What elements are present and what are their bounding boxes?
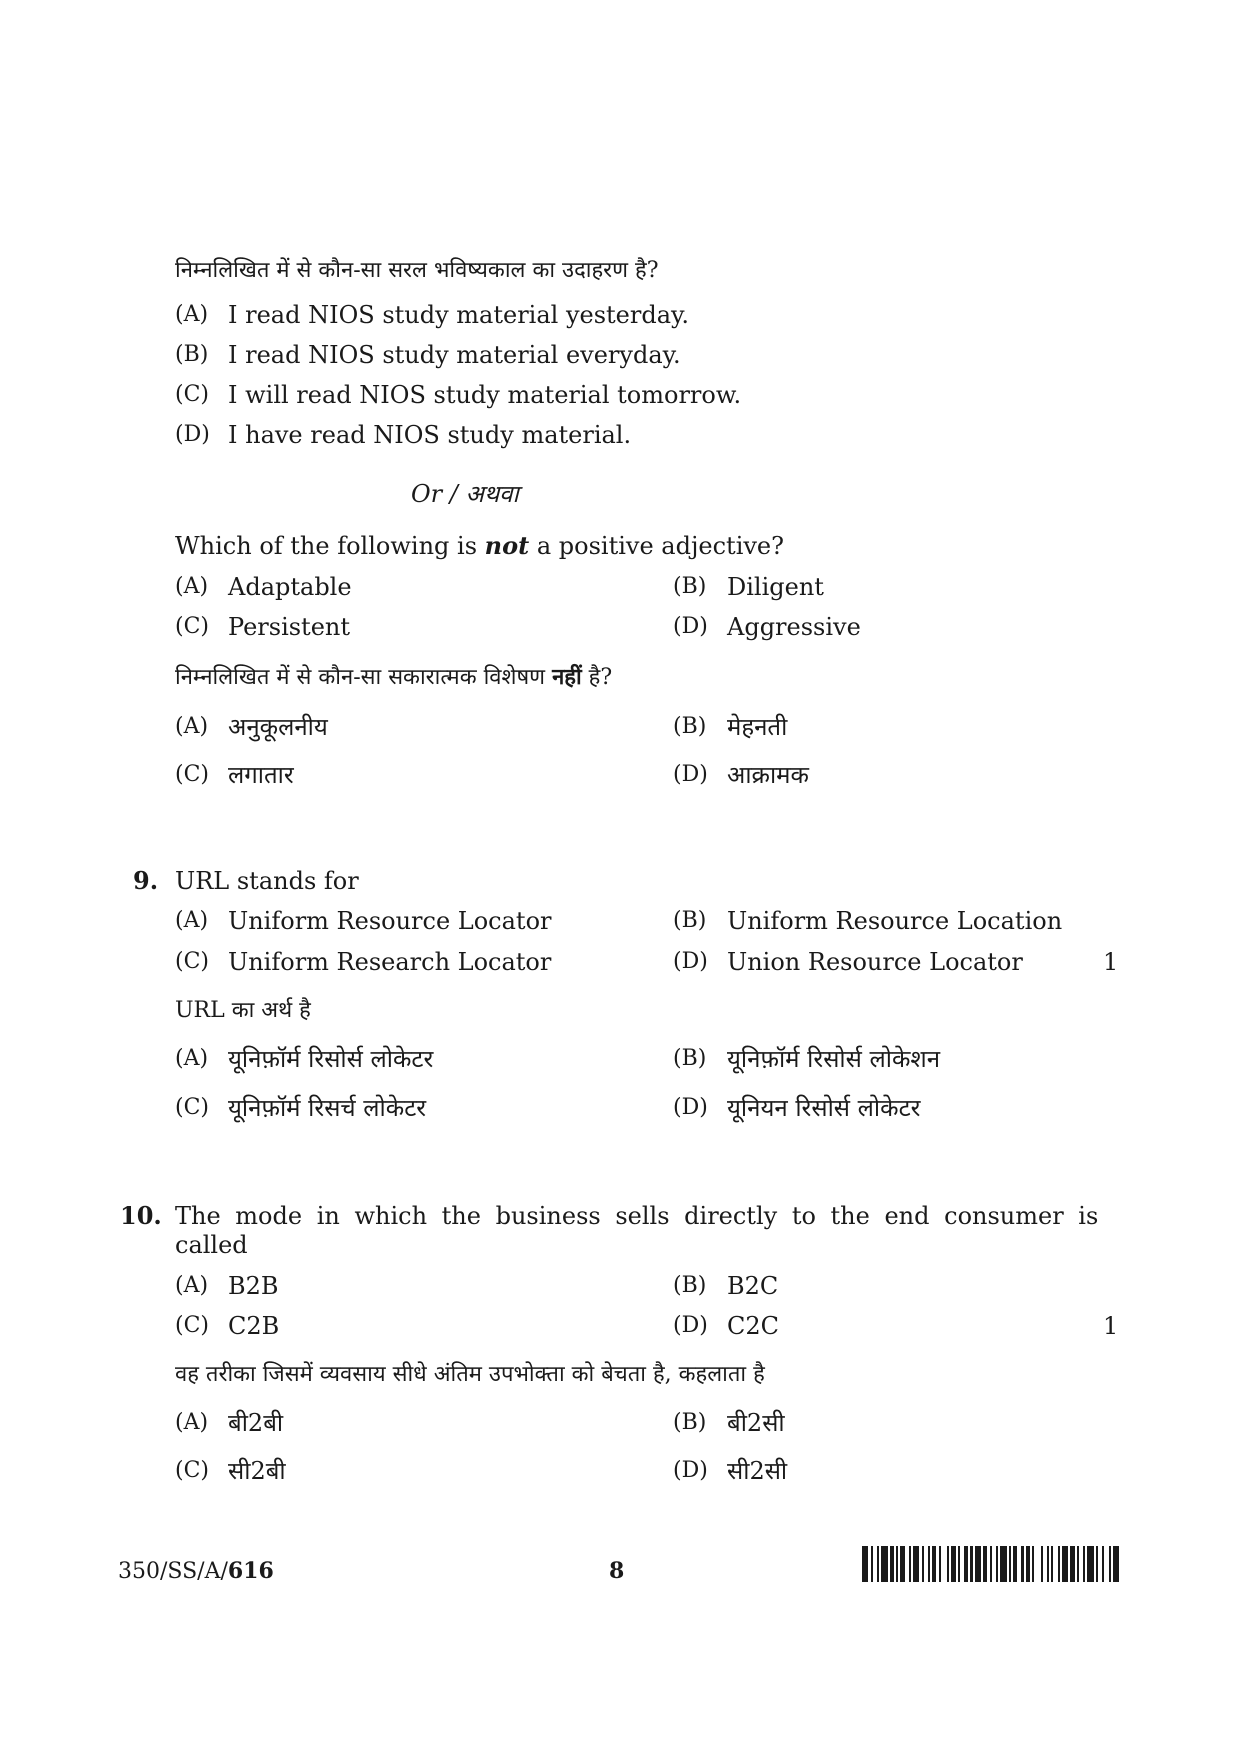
option-text: C2B: [228, 1312, 280, 1340]
option-text: सी2बी: [228, 1457, 286, 1485]
option-text: बी2सी: [727, 1409, 785, 1437]
option-label: (A): [175, 908, 209, 933]
option-text: B2B: [228, 1272, 279, 1300]
option-label: (B): [673, 1273, 707, 1298]
option-label: (D): [673, 614, 708, 639]
option-text: Aggressive: [727, 613, 861, 641]
option-text: I read NIOS study material yesterday.: [228, 301, 690, 329]
option-label: (C): [175, 1095, 209, 1120]
option-text: Persistent: [228, 613, 351, 641]
option-label: (A): [175, 714, 209, 739]
question-hindi: निम्नलिखित में से कौन-सा सरल भविष्यकाल का उदाहरण है?: [175, 258, 659, 283]
option-label: (C): [175, 1458, 209, 1483]
option-text: आक्रामक: [727, 761, 809, 789]
option-text: Adaptable: [228, 573, 352, 601]
option-label: (D): [673, 762, 708, 787]
question-text: है?: [581, 665, 613, 690]
option-text: यूनिफ़ॉर्म रिसोर्स लोकेटर: [228, 1045, 434, 1073]
option-label: (D): [673, 1095, 708, 1120]
marks: 1: [1103, 1312, 1119, 1340]
option-label: (C): [175, 1313, 209, 1338]
question-english: URL stands for: [175, 867, 359, 895]
question-number: 10.: [120, 1201, 162, 1230]
option-text: B2C: [727, 1272, 779, 1300]
barcode-icon: [862, 1546, 1120, 1582]
option-label: (B): [673, 574, 707, 599]
question-text: Which of the following is: [175, 532, 485, 560]
option-label: (A): [175, 574, 209, 599]
option-text: यूनियन रिसोर्स लोकेटर: [727, 1094, 921, 1122]
option-label: (A): [175, 1046, 209, 1071]
question-hindi: [175, 662, 612, 693]
question-english: The mode in which the business sells directly to the end consumer is: [175, 1202, 1099, 1230]
option-text: C2C: [727, 1312, 779, 1340]
question-number: 9.: [133, 866, 159, 895]
option-label: (D): [175, 422, 210, 447]
question-text: निम्नलिखित में से कौन-सा सकारात्मक विशेषण: [175, 665, 553, 690]
emphasis-nahin: नहीं: [552, 664, 582, 690]
question-english-cont: called: [175, 1231, 248, 1259]
or-separator: Or / अथवा: [411, 480, 519, 508]
barcode-bar: [1113, 1546, 1119, 1582]
option-label: (B): [673, 714, 707, 739]
paper-code-number: 616: [227, 1558, 274, 1584]
option-label: (A): [175, 302, 209, 327]
option-text: I read NIOS study material everyday.: [228, 341, 681, 369]
option-label: (B): [673, 908, 707, 933]
option-text: मेहनती: [727, 713, 788, 741]
question-hindi: URL का अर्थ है: [175, 998, 311, 1023]
option-label: (C): [175, 382, 209, 407]
option-label: (B): [673, 1046, 707, 1071]
question-english: [175, 531, 784, 561]
option-text: लगातार: [228, 761, 294, 789]
option-label: (C): [175, 762, 209, 787]
option-label: (D): [673, 1313, 708, 1338]
option-label: (C): [175, 949, 209, 974]
option-text: अनुकूलनीय: [228, 713, 328, 741]
option-text: Union Resource Locator: [727, 948, 1023, 976]
paper-code-prefix: 350/SS/A/: [118, 1559, 228, 1584]
option-text: I have read NIOS study material.: [228, 421, 632, 449]
question-text: a positive adjective?: [529, 532, 784, 560]
option-label: (D): [673, 1458, 708, 1483]
option-text: Uniform Resource Location: [727, 907, 1063, 935]
option-label: (A): [175, 1410, 209, 1435]
option-text: Uniform Research Locator: [228, 948, 552, 976]
option-text: यूनिफ़ॉर्म रिसोर्स लोकेशन: [727, 1045, 941, 1073]
option-text: सी2सी: [727, 1457, 788, 1485]
paper-code: [118, 1556, 274, 1587]
page-number: 8: [609, 1558, 625, 1584]
option-label: (D): [673, 949, 708, 974]
option-text: Uniform Resource Locator: [228, 907, 552, 935]
option-text: Diligent: [727, 573, 824, 601]
marks: 1: [1103, 948, 1119, 976]
option-label: (A): [175, 1273, 209, 1298]
emphasis-not: not: [484, 531, 530, 560]
option-label: (B): [673, 1410, 707, 1435]
question-hindi: वह तरीका जिसमें व्यवसाय सीधे अंतिम उपभोक्ता को बेचता है, कहलाता है: [175, 1362, 765, 1387]
option-label: (C): [175, 614, 209, 639]
option-label: (B): [175, 342, 209, 367]
option-text: I will read NIOS study material tomorrow.: [228, 381, 742, 409]
option-text: यूनिफ़ॉर्म रिसर्च लोकेटर: [228, 1094, 427, 1122]
option-text: बी2बी: [228, 1409, 284, 1437]
